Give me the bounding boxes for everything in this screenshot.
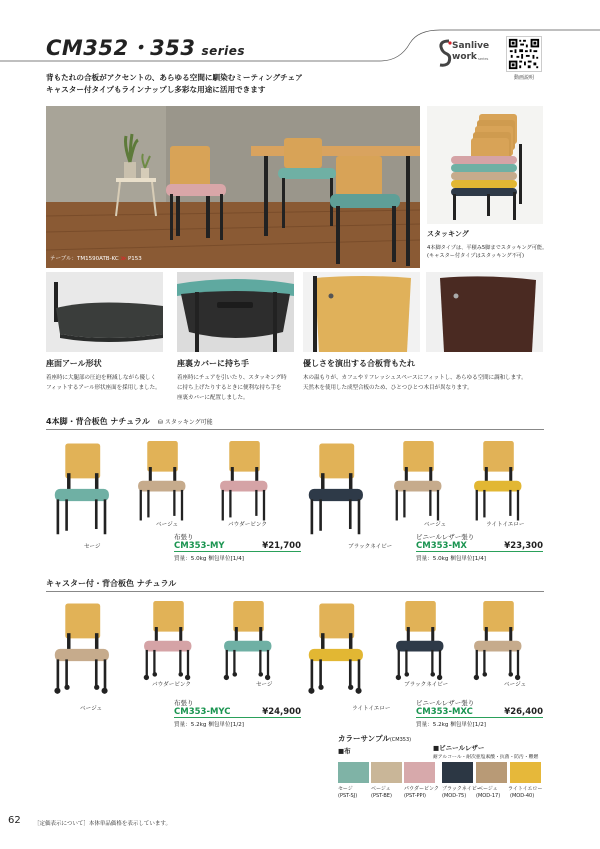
price-block-fabric-4leg: 布張り CM353-MY ¥21,700 質量：5.0kg 梱包単位[1/4] — [174, 533, 301, 562]
feature-text-plywood: 木の温もりが、カフェやリフレッシュスペースにフィットし、あらゆる空間に調和します。 天然木を使用した成型合板のため、ひとつひとつ木目が異なります。 — [303, 375, 527, 391]
label-yellow: ライトイエロー — [486, 522, 525, 528]
chair-4leg-sage — [46, 440, 116, 536]
chair-caster-sage — [216, 598, 278, 682]
feature-text-handle: 着座時にチェアを引いたり、スタッキング時 に持ち上げたりするときに便利な持ち手を 座裏カバーに配置しました。 — [177, 375, 287, 401]
page-number: 62 — [8, 815, 21, 826]
swatch-name: ベージュ — [371, 786, 391, 792]
swatch-name: ブラックネイビー — [442, 786, 482, 792]
chair-caster-navy — [388, 598, 450, 682]
chair-caster-yellow — [300, 600, 370, 696]
seat-handle-photo — [177, 272, 294, 352]
swatch-code: (MOD-75) — [442, 793, 467, 799]
chair-caster-beige — [46, 600, 116, 696]
label-navy: ブラックネイビー — [348, 544, 393, 550]
swatch-code: (MOD-40) — [510, 793, 535, 799]
swatch-name: ベージュ — [478, 786, 498, 792]
swatch-sage — [338, 762, 369, 783]
swatch-code: (PST-PPI) — [404, 793, 426, 799]
label-yellow: ライトイエロー — [352, 706, 391, 712]
product-code: CM353-MY — [174, 541, 225, 551]
stacking-icon: ⛁ — [157, 419, 163, 426]
swatch-navy — [442, 762, 473, 783]
feature-title-seat: 座面アール形状 — [46, 359, 102, 368]
stacking-note: 4本脚タイプは、平積み5脚までスタッキング可能。 (キャスター付タイプはスタッキング不可) — [427, 245, 548, 259]
chair-4leg-navy — [300, 440, 370, 536]
qr-label: 動画説明 — [513, 75, 534, 81]
sanlive-s-icon — [438, 38, 452, 68]
swatch-name: セージ — [338, 786, 353, 792]
page-title: CM352・353 series — [46, 36, 246, 60]
plywood-back-photo-natural — [303, 272, 420, 352]
label-pink: パウダーピンク — [152, 682, 191, 688]
product-price: ¥23,300 — [504, 541, 543, 551]
product-code: CM353-MXC — [416, 707, 473, 717]
color-sample-title: カラーサンプル(CM353) — [338, 734, 412, 743]
swatch-code: (PST-SJ) — [338, 793, 358, 799]
label-pink: パウダーピンク — [228, 522, 267, 528]
swatch-name: パウダーピンク — [404, 786, 439, 792]
chair-4leg-beige-vinyl — [386, 438, 448, 522]
chair-4leg-yellow — [466, 438, 528, 522]
feature-title-plywood: 優しさを演出する合板背もたれ — [303, 359, 415, 368]
product-code: CM353-MX — [416, 541, 467, 551]
chair-4leg-pink — [212, 438, 274, 522]
product-price: ¥24,900 — [262, 707, 301, 717]
main-photo-caption: テーブル：TM1590ATB-KC ≫ P153 — [50, 256, 142, 262]
price-footnote: ［定価表示について］本体単品価格を表示しています。 — [34, 821, 171, 827]
label-beige: ベージュ — [80, 706, 103, 712]
label-beige: ベージュ — [156, 522, 179, 528]
swatch-code: (PST-BE) — [371, 793, 392, 799]
arrow-icon: ≫ — [120, 256, 127, 262]
swatch-beige-vinyl — [476, 762, 507, 783]
brand-logo: Sanlive work series — [438, 38, 500, 70]
seat-detail-photo — [46, 272, 163, 352]
label-beige-vinyl: ベージュ — [424, 522, 447, 528]
price-block-vinyl-caster: ビニールレザー張り CM353-MXC ¥26,400 質量：5.2kg 梱包単位[1/2] — [416, 699, 543, 728]
intro-text: 背もたれの合板がアクセントの、あらゆる空間に馴染むミーティングチェア キャスター付タイプもラインナップし多彩な用途に活用できます — [46, 73, 303, 94]
swatch-beige — [371, 762, 402, 783]
vinyl-features-note: 耐アルコール・耐次亜塩素酸・抗菌・防汚・難燃 — [433, 755, 539, 760]
plywood-back-photo-dark — [426, 272, 543, 352]
price-block-vinyl-4leg: ビニールレザー張り CM353-MX ¥23,300 質量：5.0kg 梱包単位[1/4] — [416, 533, 543, 562]
fabric-category-label: ■布 — [338, 747, 351, 755]
label-sage: セージ — [256, 682, 273, 688]
chair-caster-beige-vinyl — [466, 598, 528, 682]
section-four-leg-heading: 4本脚・背合板色 ナチュラル ⛁ スタッキング可能 — [46, 417, 213, 426]
section-divider — [46, 591, 544, 592]
stacking-ok-note: ⛁ スタッキング可能 — [157, 419, 213, 426]
swatch-code: (MOD-17) — [476, 793, 501, 799]
label-navy: ブラックネイビー — [404, 682, 449, 688]
vinyl-category-label: ■ビニールレザー — [433, 744, 485, 752]
product-price: ¥26,400 — [504, 707, 543, 717]
feature-text-seat: 着座時に大腿部の圧迫を軽減しながら優しく フィットするアール形状座面を採用しました。 — [46, 375, 161, 391]
chair-caster-pink — [136, 598, 198, 682]
section-caster-heading: キャスター付・背合板色 ナチュラル — [46, 579, 177, 588]
main-scene-photo — [46, 106, 420, 268]
stacking-title: スタッキング — [427, 230, 469, 238]
stacking-photo — [427, 106, 543, 224]
feature-title-handle: 座裏カバーに持ち手 — [177, 359, 249, 368]
label-sage: セージ — [84, 544, 101, 550]
swatch-pink — [404, 762, 435, 783]
chair-4leg-beige — [130, 438, 192, 522]
price-block-fabric-caster: 布張り CM353-MYC ¥24,900 質量：5.2kg 梱包単位[1/2] — [174, 699, 301, 728]
title-suffix: series — [201, 44, 246, 58]
section-divider — [46, 429, 544, 430]
swatch-name: ライトイエロー — [508, 786, 543, 792]
product-code: CM353-MYC — [174, 707, 231, 717]
qr-code-icon[interactable] — [506, 36, 542, 72]
swatch-yellow — [510, 762, 541, 783]
label-beige-vinyl: ベージュ — [504, 682, 527, 688]
product-price: ¥21,700 — [262, 541, 301, 551]
